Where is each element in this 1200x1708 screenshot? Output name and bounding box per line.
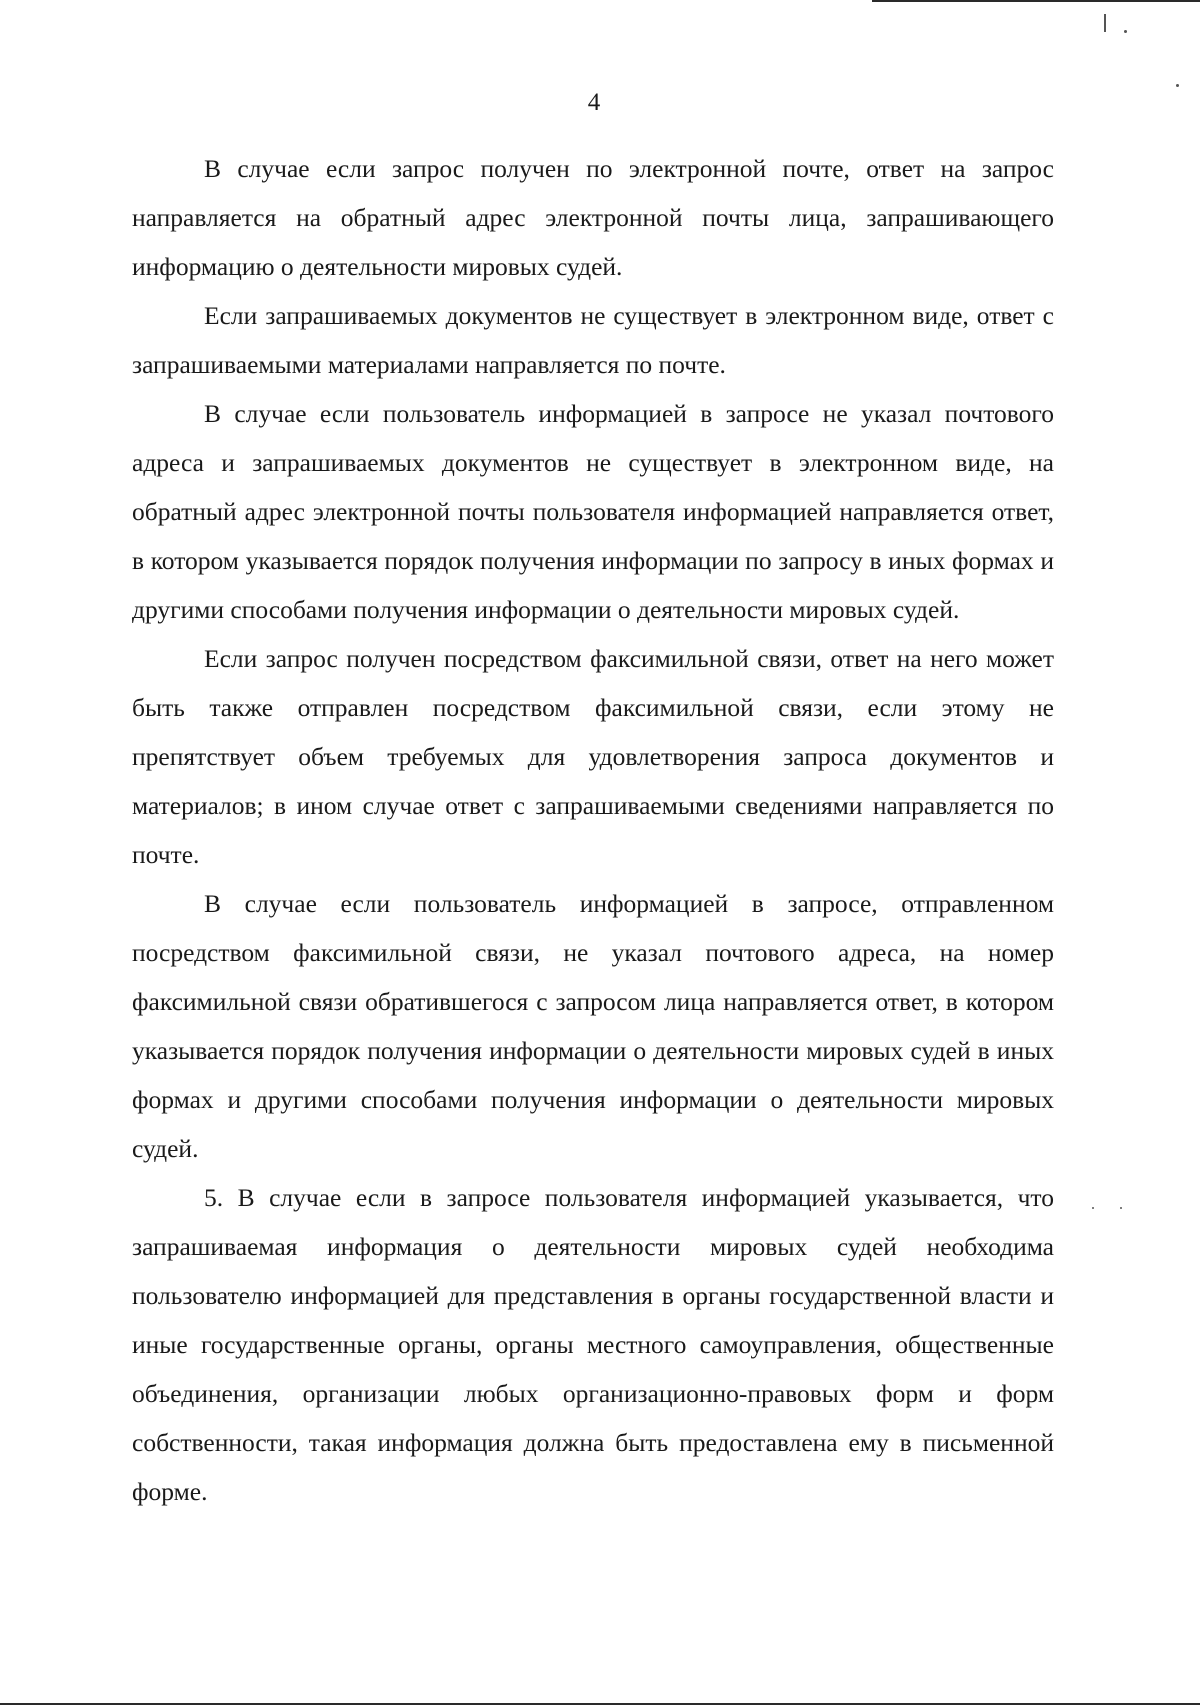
paragraph: Если запрашиваемых документов не существует в электронном виде, ответ с запрашиваемыми материалами направляется по почте. — [132, 301, 1054, 379]
scan-speck — [1124, 30, 1127, 33]
scan-edge-top — [872, 0, 1200, 2]
paragraph: 5. В случае если в запросе пользователя информацией указывается, что запрашиваемая информация о деятельности мировых судей необходима пользователю информацией для представления в органы государственной власти и иные государственные органы, органы местного самоуправления, общественные объединения, организации любых организационно-правовых форм и форм собственности, такая информация должна быть предоставлена ему в письменной форме. — [132, 1183, 1054, 1506]
paragraph: В случае если пользователь информацией в запросе, отправленном посредством факсимильной связи, не указал почтового адреса, на номер факсимильной связи обратившегося с запросом лица направляется ответ, в котором указывается порядок получения информации о деятельности мировых судей в иных формах и другими способами получения информации о деятельности мировых судей. — [132, 889, 1054, 1163]
scan-speck — [1120, 1207, 1122, 1209]
paragraph: Если запрос получен посредством факсимильной связи, ответ на него может быть также отправлен посредством факсимильной связи, если этому не препятствует объем требуемых для удовлетворения запроса документов и материалов; в ином случае ответ с запрашиваемыми сведениями направляется по почте. — [132, 644, 1054, 869]
scan-edge-bottom — [0, 1703, 1200, 1705]
scan-speck — [1104, 14, 1106, 32]
paragraph: В случае если запрос получен по электронной почте, ответ на запрос направляется на обратный адрес электронной почты лица, запрашивающего информацию о деятельности мировых судей. — [132, 154, 1054, 281]
document-body — [132, 144, 1054, 1516]
scan-speck — [1092, 1207, 1094, 1209]
scan-speck — [1176, 84, 1179, 87]
page-number: 4 — [587, 89, 601, 116]
paragraph: В случае если пользователь информацией в запросе не указал почтового адреса и запрашиваемых документов не существует в электронном виде, на обратный адрес электронной почты пользователя информацией направляется ответ, в котором указывается порядок получения информации по запросу в иных формах и другими способами получения информации о деятельности мировых судей. — [132, 399, 1054, 624]
